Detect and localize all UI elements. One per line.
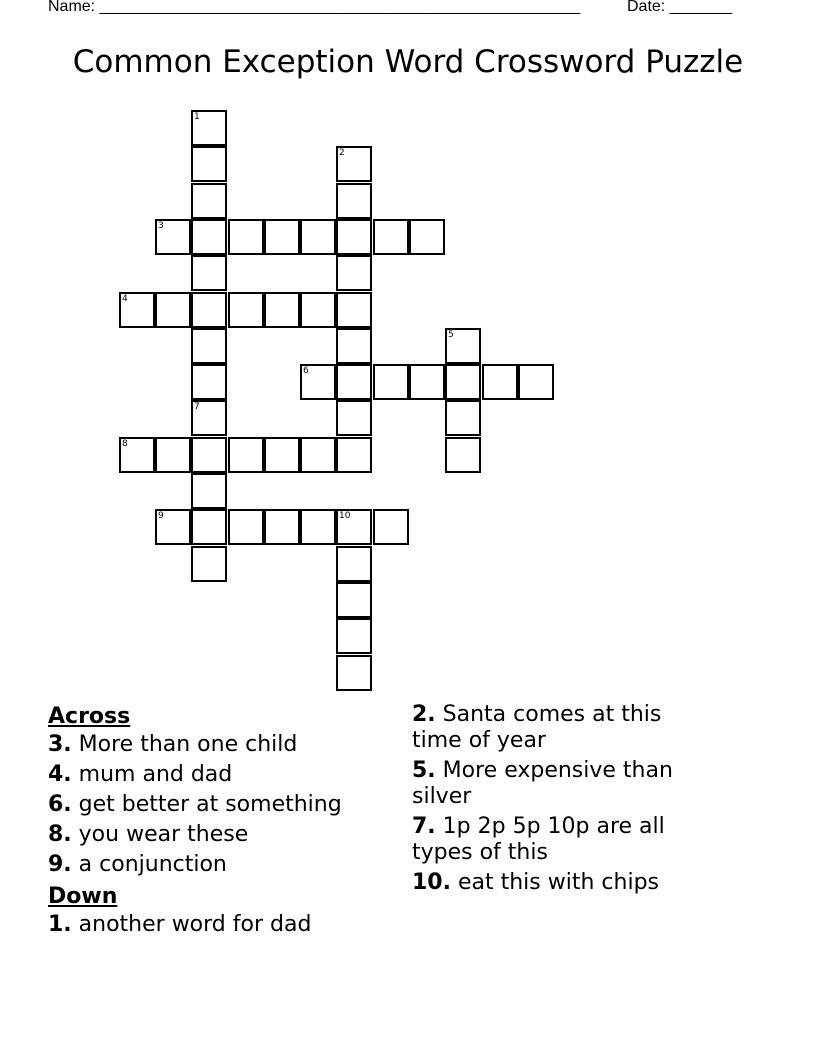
clue-item-text: you wear these <box>71 822 249 847</box>
grid-cell[interactable] <box>336 364 372 400</box>
across-heading: Across <box>48 704 131 729</box>
grid-cell[interactable] <box>155 437 191 473</box>
clue-item <box>48 732 388 758</box>
grid-cell[interactable] <box>300 219 336 255</box>
clue-number: 9 <box>158 511 164 521</box>
grid-cell[interactable] <box>228 219 264 255</box>
grid-cell[interactable] <box>191 110 227 146</box>
grid-cell[interactable] <box>336 183 372 219</box>
clue-item <box>48 792 388 818</box>
clue-item <box>412 758 712 810</box>
grid-cell[interactable] <box>191 183 227 219</box>
clue-item-text: More than one child <box>71 732 298 757</box>
clues-right-column <box>412 702 712 900</box>
date-line[interactable]: Date: _______ <box>627 0 732 15</box>
grid-cell[interactable] <box>336 618 372 654</box>
grid-cell[interactable] <box>264 509 300 545</box>
grid-cell[interactable] <box>191 328 227 364</box>
grid-cell[interactable] <box>191 292 227 328</box>
grid-cell[interactable] <box>155 292 191 328</box>
grid-cell[interactable] <box>336 255 372 291</box>
clue-number: 10 <box>339 511 351 521</box>
grid-cell[interactable] <box>228 292 264 328</box>
clue-number: 8 <box>122 439 128 449</box>
grid-cell[interactable] <box>373 509 409 545</box>
clue-number: 3 <box>158 221 164 231</box>
grid-cell[interactable] <box>336 655 372 691</box>
grid-cell[interactable] <box>191 546 227 582</box>
grid-cell[interactable] <box>336 219 372 255</box>
grid-cell[interactable] <box>336 582 372 618</box>
grid-cell[interactable] <box>300 292 336 328</box>
clue-item-text: mum and dad <box>71 762 233 787</box>
down-clue-list-right <box>412 702 712 896</box>
clues-left-column <box>48 702 388 942</box>
grid-cell[interactable] <box>191 146 227 182</box>
clue-item-number: 6. <box>48 792 72 817</box>
grid-cell[interactable] <box>191 219 227 255</box>
page-title: Common Exception Word Crossword Puzzle <box>72 44 744 80</box>
clue-number: 1 <box>194 112 200 122</box>
clue-item-text: Santa comes at this time of year <box>412 702 662 753</box>
clue-item-number: 4. <box>48 762 72 787</box>
grid-cell[interactable] <box>300 437 336 473</box>
clue-item-number: 2. <box>412 702 436 727</box>
name-line[interactable]: Name: ______________________________________________________ <box>48 0 581 15</box>
clue-item <box>48 912 388 938</box>
grid-cell[interactable] <box>518 364 554 400</box>
grid-cell[interactable] <box>191 473 227 509</box>
clue-item-text: eat this with chips <box>450 870 659 895</box>
clue-number: 4 <box>122 294 128 304</box>
grid-cell[interactable] <box>228 509 264 545</box>
grid-cell[interactable] <box>409 364 445 400</box>
grid-cell[interactable] <box>119 437 155 473</box>
clue-item <box>412 702 712 754</box>
grid-cell[interactable] <box>445 364 481 400</box>
grid-cell[interactable] <box>409 219 445 255</box>
clue-item <box>412 814 712 866</box>
grid-cell[interactable] <box>336 328 372 364</box>
clue-item <box>48 852 388 878</box>
grid-cell[interactable] <box>336 437 372 473</box>
clue-item-number: 10. <box>412 870 451 895</box>
clue-item <box>48 762 388 788</box>
clue-item-text: get better at something <box>71 792 342 817</box>
clue-number: 7 <box>194 402 200 412</box>
clue-number: 6 <box>303 366 309 376</box>
grid-cell[interactable] <box>300 364 336 400</box>
grid-cell[interactable] <box>373 364 409 400</box>
grid-cell[interactable] <box>300 509 336 545</box>
grid-cell[interactable] <box>155 219 191 255</box>
grid-cell[interactable] <box>445 437 481 473</box>
grid-cell[interactable] <box>155 509 191 545</box>
grid-cell[interactable] <box>264 437 300 473</box>
down-heading: Down <box>48 884 118 909</box>
grid-cell[interactable] <box>336 400 372 436</box>
clue-item <box>412 870 712 896</box>
clue-item-number: 1. <box>48 912 72 937</box>
grid-cell[interactable] <box>191 509 227 545</box>
grid-cell[interactable] <box>191 400 227 436</box>
grid-cell[interactable] <box>191 437 227 473</box>
grid-cell[interactable] <box>228 437 264 473</box>
grid-cell[interactable] <box>336 292 372 328</box>
grid-cell[interactable] <box>336 146 372 182</box>
grid-cell[interactable] <box>264 219 300 255</box>
grid-cell[interactable] <box>336 546 372 582</box>
grid-cell[interactable] <box>445 400 481 436</box>
clue-number: 5 <box>448 330 454 340</box>
grid-cell[interactable] <box>119 292 155 328</box>
clue-item-number: 5. <box>412 758 436 783</box>
clue-item-text: a conjunction <box>71 852 227 877</box>
across-clue-list <box>48 732 388 878</box>
clue-item <box>48 822 388 848</box>
clue-item-number: 9. <box>48 852 72 877</box>
clue-item-text: More expensive than silver <box>412 758 673 809</box>
grid-cell[interactable] <box>482 364 518 400</box>
clue-item-text: 1p 2p 5p 10p are all types of this <box>412 814 665 865</box>
clue-number: 2 <box>339 148 345 158</box>
clue-item-number: 3. <box>48 732 72 757</box>
grid-cell[interactable] <box>336 509 372 545</box>
grid-cell[interactable] <box>191 255 227 291</box>
grid-cell[interactable] <box>264 292 300 328</box>
grid-cell[interactable] <box>373 219 409 255</box>
grid-cell[interactable] <box>445 328 481 364</box>
clue-item-text: another word for dad <box>71 912 312 937</box>
grid-cell[interactable] <box>191 364 227 400</box>
clue-item-number: 7. <box>412 814 436 839</box>
clue-item-number: 8. <box>48 822 72 847</box>
down-clue-list-left <box>48 912 388 938</box>
